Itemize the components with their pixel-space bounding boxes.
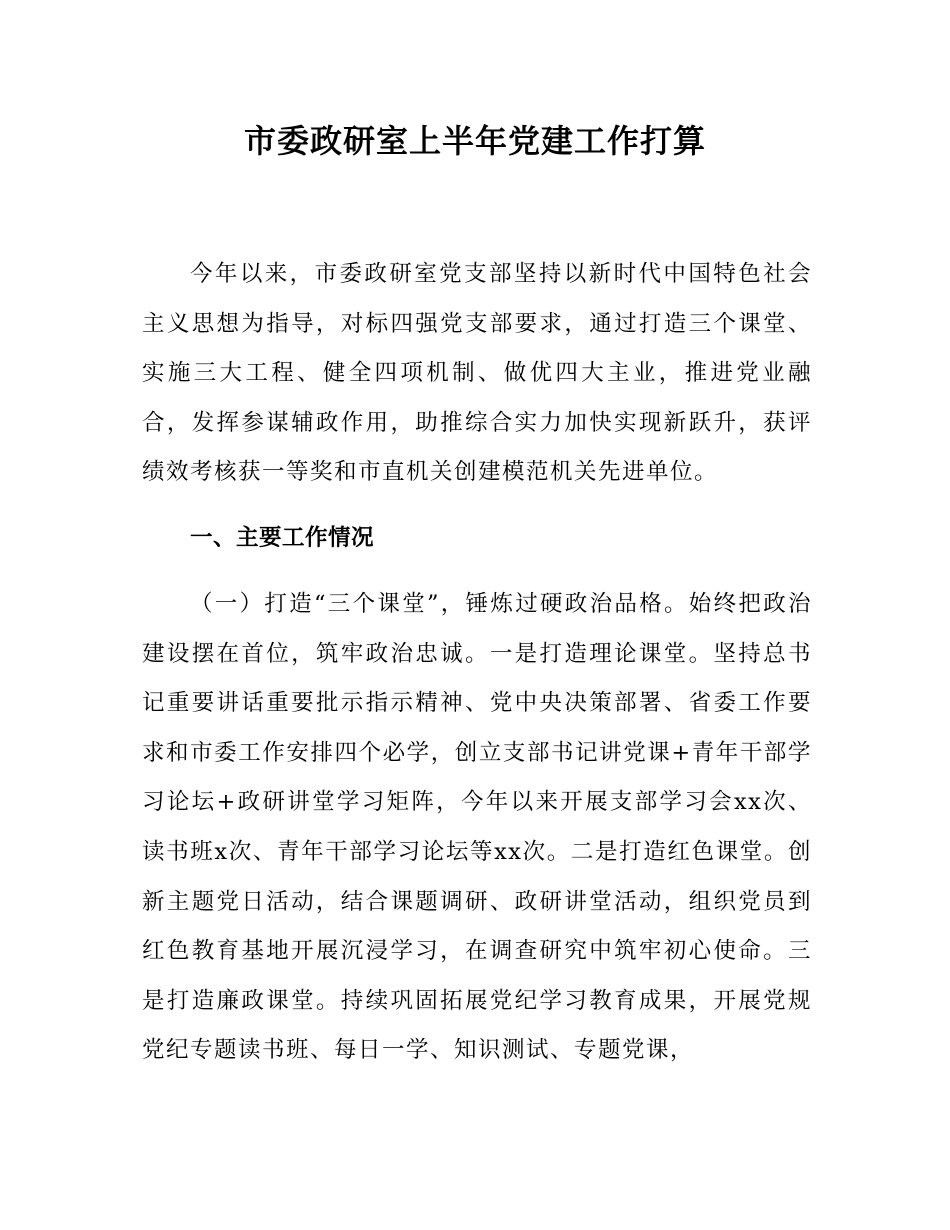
intro-paragraph: 今年以来，市委政研室党支部坚持以新时代中国特色社会主义思想为指导，对标四强党支部要求，通过打造三个课堂、实施三大工程、健全四项机制、做优四大主业，推进党业融合，发挥参谋辅政作用，助推综合实力加快实现新跃升，获评绩效考核获一等奖和市直机关创建模范机关先进单位。 — [142, 261, 812, 486]
section-heading: 一、主要工作情况 — [190, 525, 375, 551]
document-title: 市委政研室上半年党建工作打算 — [243, 122, 706, 160]
section-paragraph: （一）打造“三个课堂”，锤炼过硬政治品格。始终把政治建设摆在首位，筑牢政治忠诚。一是打造理论课堂。坚持总书记重要讲话重要批示指示精神、党中央决策部署、省委工作要求和市委工作安排四个必学，创立支部书记讲党课+青年干部学习论坛+政研讲堂学习矩阵，今年以来开展支部学习会xx次、读书班x次、青年干部学习论坛等xx次。二是打造红色课堂。创新主题党日活动，结合课题调研、政研讲堂活动，组织党员到红色教育基地开展沉浸学习，在调查研究中筑牢初心使命。三是打造廉政课堂。持续巩固拓展党纪学习教育成果，开展党规党纪专题读书班、每日一学、知识测试、专题党课， — [142, 591, 812, 1064]
